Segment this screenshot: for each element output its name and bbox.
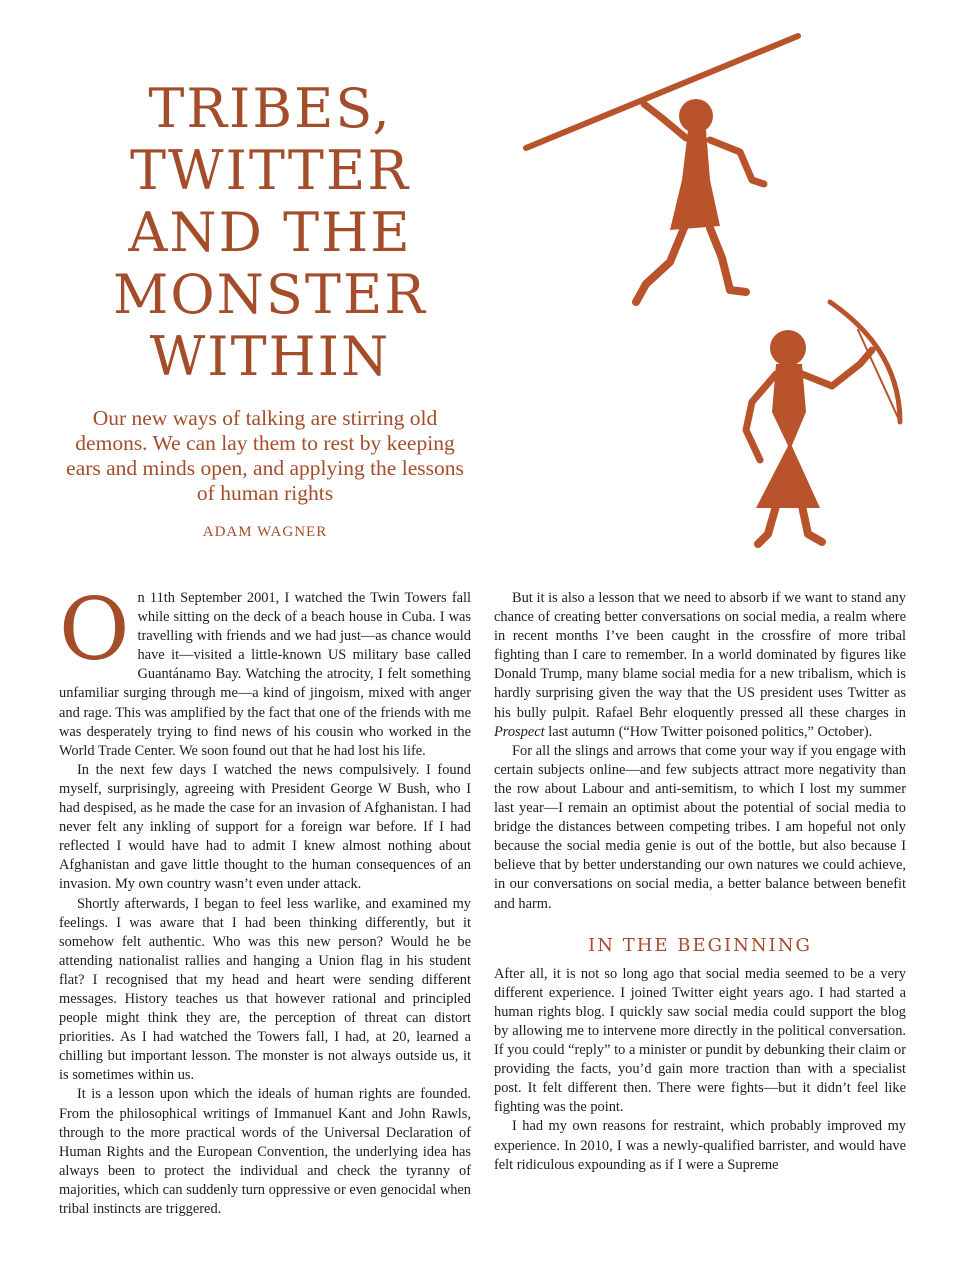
title-line: MONSTER <box>113 263 427 326</box>
title-line: TWITTER <box>130 139 410 202</box>
body-paragraph: It is a lesson upon which the ideals of human rights are founded. From the philosophical writings of Immanuel Kant and John Rawls, through to the more practical words of the Universal Declaration of Human Rights and the European Convention, the underlying idea has always been to protect the individual and check the tyranny of majorities, which can suddenly turn oppressive or even genocidal when tribal instincts are triggered. <box>59 1086 471 1217</box>
title-line: WITHIN <box>149 325 391 388</box>
body-column-right <box>494 589 906 1175</box>
body-paragraph: Shortly afterwards, I began to feel less warlike, and examined my feelings. I was aware that I had been thinking differently, but it somehow felt authentic. Who was this new person? Would he be attending nationalist rallies and hanging a Union flag in his student flat? I recognised that my head and heart were sending different messages. History teaches us that however rational and principled people might think they are, the perception of threat can distort priorities. As I had watched the Towers fall, I had, at 20, learned a chilling but important lesson. The monster is not always outside us, it is sometimes within us. <box>59 895 471 1084</box>
cave-painting-illustration <box>520 30 920 560</box>
paragraph-text: n 11th September 2001, I watched the Twin Towers fall while sitting on the deck of a beach house in Cuba. I was travelling with friends and we had just—as chance would have it—visited a little-known US military base called Guantánamo Bay. Watching the atrocity, I felt something unfamiliar surging through me—a kind of jingoism, mixed with anger and rage. This was amplified by the fact that one of the friends with me was desperately trying to find news of his cousin who worked in the World Trade Center. We soon found out that he had lost his life. <box>59 590 471 759</box>
standfirst: Our new ways of talking are stirring old demons. We can lay them to rest by keeping ears and minds open, and applying the lessons of human rights <box>66 406 464 505</box>
article-title <box>70 78 470 388</box>
body-paragraph <box>59 580 471 761</box>
paragraph-text: last autumn (“How Twitter poisoned politics,” October). <box>544 723 873 740</box>
byline: ADAM WAGNER <box>202 524 328 540</box>
body-paragraph: In the next few days I watched the news compulsively. I found myself, surprisingly, agreeing with President George W Bush, who I had despised, as he made the case for an invasion of Afghanistan. I had never felt any inkling of support for a foreign war before. If I had reflected I would have had to admit I knew almost nothing about Afghanistan and gave little thought to the human consequences of an invasion. My own country wasn’t even under attack. <box>59 761 471 893</box>
title-line: TRIBES, <box>148 77 392 140</box>
body-column-left <box>59 580 471 1219</box>
publication-name: Prospect <box>494 723 545 740</box>
paragraph-text: But it is also a lesson that we need to absorb if we want to stand any chance of creating better conversations on social media, a realm where in recent months I’ve been caught in the crossfire of more tribal fighting than I care to remember. In a world dominated by figures like Donald Trump, many blame social media for a new tribalism, which is hardly surprising given the way that the US president uses Twitter as his bully pulpit. Rafael Behr eloquently pressed all these charges in <box>494 590 906 721</box>
drop-cap: O <box>59 580 130 680</box>
body-paragraph <box>494 589 906 742</box>
body-paragraph: I had my own reasons for restraint, which probably improved my experience. In 2010, I was a newly-qualified barrister, and would have felt ridiculous expounding as if I were a Supreme <box>494 1118 906 1173</box>
body-paragraph: After all, it is not so long ago that social media seemed to be a very different experience. I joined Twitter eight years ago. I had started a human rights blog. I quickly saw social media could support the blog by allowing me to intervene more directly in the political conversation. If you could “reply” to a minister or pundit by debunking their claim or providing the facts, you’d gain more traction than with a specialist post. It felt different then. There were fights—but it didn’t feel like fighting was the point. <box>494 965 906 1116</box>
archer-figure <box>746 302 900 544</box>
spear-thrower-figure <box>526 36 798 302</box>
body-paragraph: For all the slings and arrows that come your way if you engage with certain subjects online—and few subjects attract more negativity than the row about Labour and anti-semitism, to which I lost my summer last year—I remain an optimist about the potential of social media to bridge the distances between competing tribes. I am hopeful not only because the social media genie is out of the bottle, but also because I believe that by better understanding our own natures we could achieve, in our conversations on social media, a better balance between benefit and harm. <box>494 742 906 912</box>
section-subhead: IN THE BEGINNING <box>588 934 812 956</box>
title-line: AND THE <box>128 201 412 264</box>
